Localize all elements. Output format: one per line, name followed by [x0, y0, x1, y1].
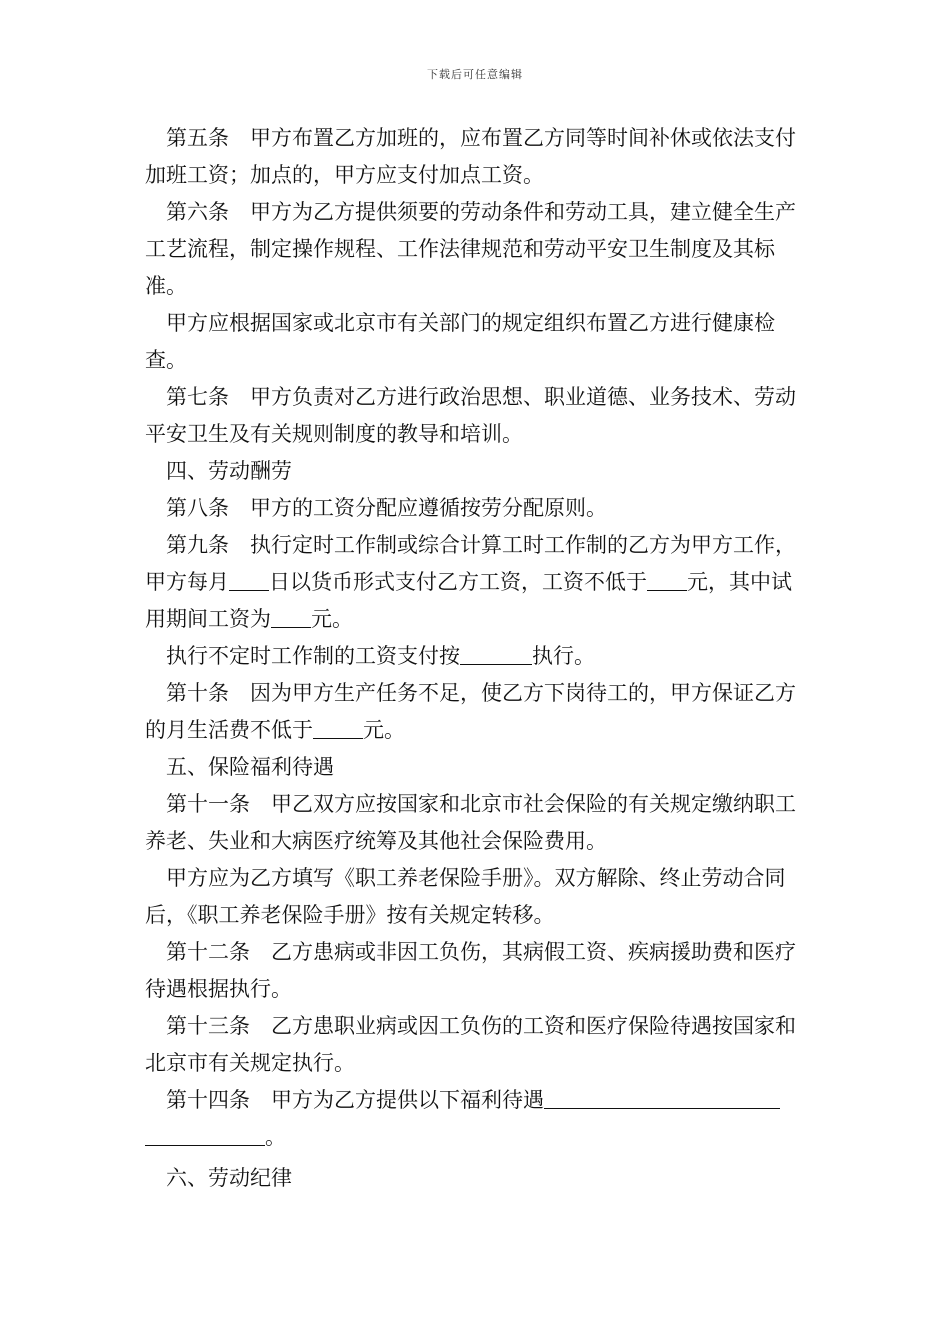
clause-11: 第十一条 甲乙双方应按国家和北京市社会保险的有关规定缴纳职工养老、失业和大病医疗统筹及其他社会保险费用。	[145, 792, 796, 853]
clause-10-part-2: 元。	[363, 718, 405, 742]
clause-9-flexible-part-2: 执行。	[532, 644, 595, 668]
section-heading-6: 六、劳动纪律	[166, 1166, 292, 1190]
blank-flexible-pay	[460, 644, 532, 665]
clause-11-handbook: 甲方应为乙方填写《职工养老保险手册》。双方解除、终止劳动合同后，《职工养老保险手册》按有关规定转移。	[145, 866, 786, 927]
clause-12: 第十二条 乙方患病或非因工负伤，其病假工资、疾病援助费和医疗待遇根据执行。	[145, 940, 796, 1001]
clause-14-part-2: 。	[265, 1125, 286, 1149]
clause-9-part-1: 第九条 执行定时工作制或综合计算工时工作制的乙方为甲方工作，甲方每月	[145, 533, 796, 594]
blank-min-wage	[647, 570, 687, 591]
clause-13: 第十三条 乙方患职业病或因工负伤的工资和医疗保险待遇按国家和北京市有关规定执行。	[145, 1014, 796, 1075]
clause-9-flexible	[145, 638, 810, 675]
blank-benefits-line-1	[544, 1088, 780, 1109]
clause-5: 第五条 甲方布置乙方加班的，应布置乙方同等时间补休或依法支付加班工资；加点的，甲方应支付加点工资。	[145, 126, 796, 187]
clause-9-part-4: 元。	[311, 607, 353, 631]
clause-14	[145, 1082, 810, 1156]
clause-9	[145, 527, 810, 638]
clause-10-part-1: 第十条 因为甲方生产任务不足，使乙方下岗待工的，甲方保证乙方的月生活费不低于	[145, 681, 796, 742]
section-heading-5: 五、保险福利待遇	[166, 755, 334, 779]
clause-10	[145, 675, 810, 749]
blank-pay-day	[229, 570, 269, 591]
clause-6-health-check: 甲方应根据国家或北京市有关部门的规定组织布置乙方进行健康检查。	[145, 311, 775, 372]
section-heading-4: 四、劳动酬劳	[166, 459, 292, 483]
clause-8: 第八条 甲方的工资分配应遵循按劳分配原则。	[166, 496, 607, 520]
document-body	[145, 120, 810, 1197]
blank-living-allowance	[313, 718, 363, 739]
clause-9-part-3: 元，其中试用期间工资为	[145, 570, 792, 631]
page-header: 下载后可任意编辑	[427, 68, 523, 81]
blank-benefits-line-2	[145, 1125, 265, 1146]
clause-6: 第六条 甲方为乙方提供须要的劳动条件和劳动工具，建立健全生产工艺流程，制定操作规程、工作法律规范和劳动平安卫生制度及其标准。	[145, 200, 796, 298]
blank-probation-wage	[271, 607, 311, 628]
clause-14-part-1: 第十四条 甲方为乙方提供以下福利待遇	[166, 1088, 544, 1112]
clause-9-part-2: 日以货币形式支付乙方工资，工资不低于	[269, 570, 647, 594]
clause-7: 第七条 甲方负责对乙方进行政治思想、职业道德、业务技术、劳动平安卫生及有关规则制度的教导和培训。	[145, 385, 796, 446]
clause-9-flexible-part-1: 执行不定时工作制的工资支付按	[166, 644, 460, 668]
